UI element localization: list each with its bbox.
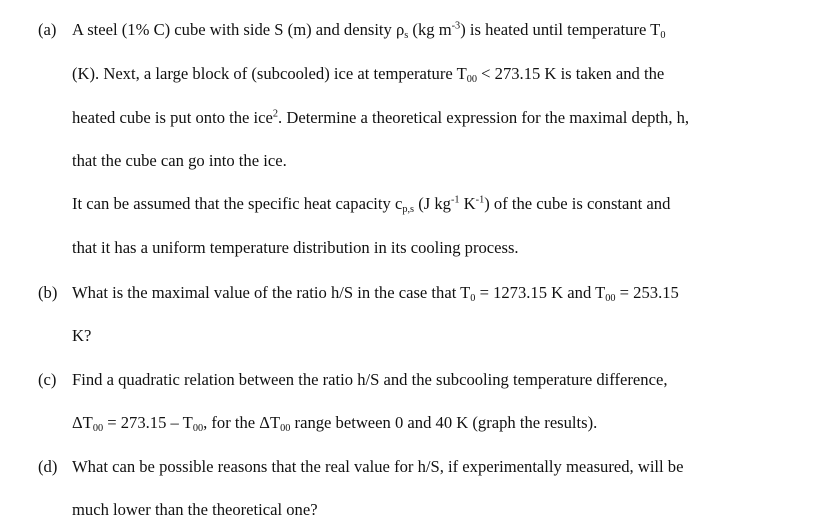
part-a-label: (a) — [38, 20, 57, 39]
part-a-line-3: heated cube is put onto the ice$^2$. Determine a theoretical expression for the maximal depth, h, — [72, 108, 690, 127]
part-c-label: (c) — [38, 370, 57, 389]
part-d-line-2: much lower than the theoretical one? — [72, 500, 318, 519]
part-b-line-1: What is the maximal value of the ratio h/S in the case that $T_0 = 1273.15$ K and $T_{00} = 253.15$ — [72, 283, 679, 304]
part-a-line-2: (K). Next, a large block of (subcooled) ice at temperature $T_{00} < 273.15$ K is taken and the — [72, 64, 665, 85]
part-d-label: (d) — [38, 457, 58, 476]
part-a-line-4: that the cube can go into the ice. — [72, 151, 287, 170]
part-d-line-1: What can be possible reasons that the real value for h/S, if experimentally measured, will be — [72, 457, 684, 476]
part-b-label: (b) — [38, 283, 58, 302]
part-c-line-2: $\Delta T_{00} = 273.15 - T_{00}$, for the $\Delta T_{00}$ range between 0 and 40 K (graph the results). — [72, 413, 598, 434]
part-a-line-5: It can be assumed that the specific heat capacity $c_{p,s}$ (J $kg^{-1}$ $K^{-1}$) of the cube is constant and — [72, 194, 671, 215]
part-c-line-1: Find a quadratic relation between the ratio h/S and the subcooling temperature difference, — [72, 370, 668, 389]
part-a-line-1: A steel (1% C) cube with side S (m) and density $\rho_s$ (kg $m^{-3}$) is heated until temperature $T_0$ — [72, 20, 666, 41]
part-b-line-2: K? — [72, 326, 92, 345]
part-a-line-6: that it has a uniform temperature distribution in its cooling process. — [72, 238, 519, 257]
